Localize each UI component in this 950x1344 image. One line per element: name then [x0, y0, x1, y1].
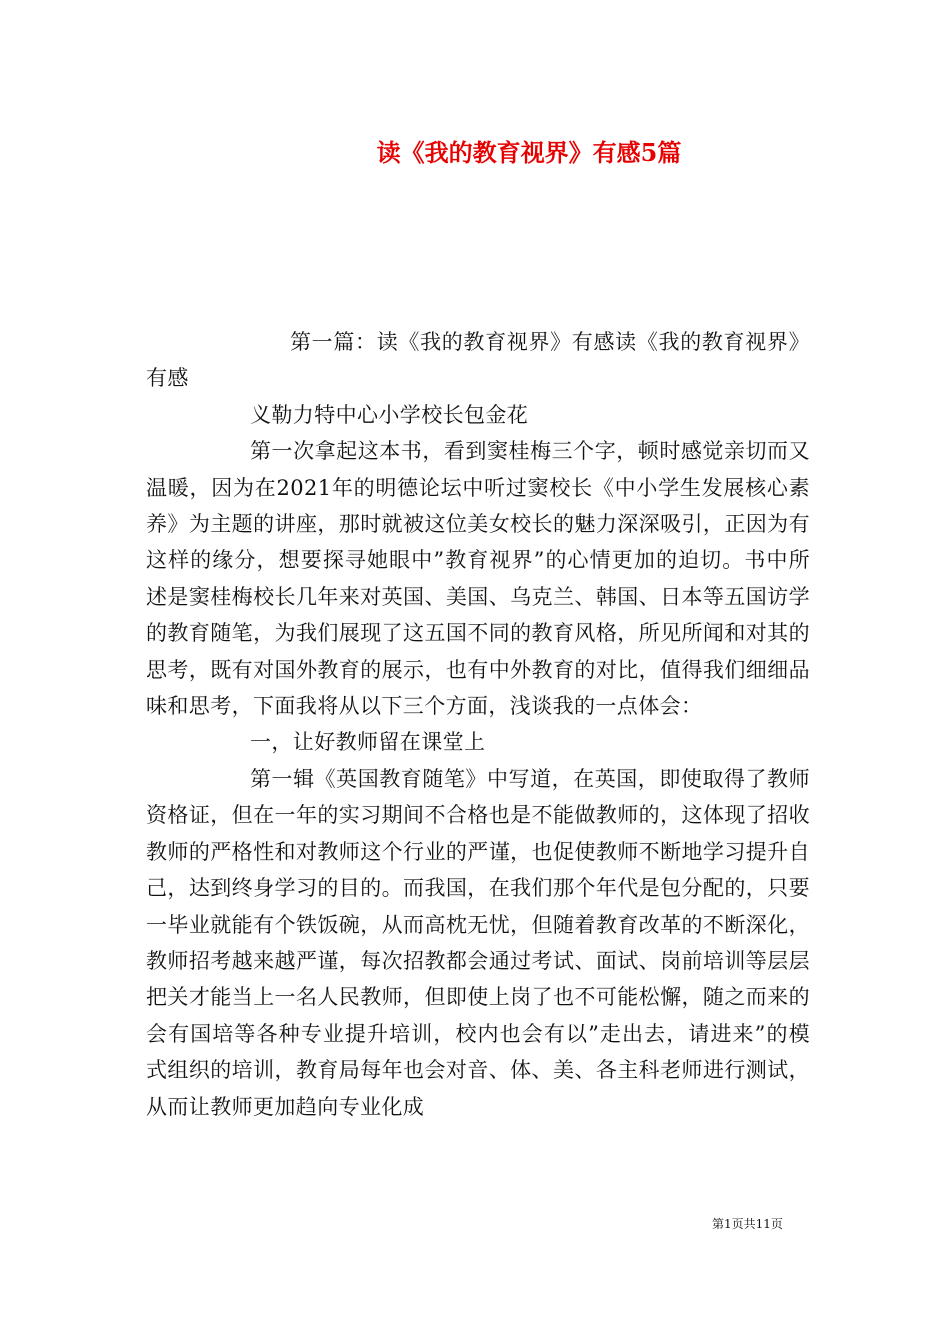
paragraph: 第一辑《英国教育随笔》中写道，在英国，即使取得了教师资格证，但在一年的实习期间不合格也是不能做教师的，这体现了招收教师的严格性和对教师这个行业的严谨，也促使教师不断地学习提升自己，达到终身学习的目的。而我国，在我们那个年代是包分配的，只要一毕业就能有个铁饭碗，从而高枕无忧，但随着教育改革的不断深化，教师招考越来越严谨，每次招教都会通过考试、面试、岗前培训等层层把关才能当上一名人民教师，但即使上岗了也不可能松懈，随之而来的会有国培等各种专业提升培训，校内也会有以”走出去，请进来”的模式组织的培训，教育局每年也会对音、体、美、各主科老师进行测试，从而让教师更加趋向专业化成 — [146, 766, 810, 1119]
author-line: 义勒力特中心小学校长包金花 — [250, 402, 529, 427]
page-number: 第1页共11页 — [712, 1217, 783, 1231]
document-body — [146, 324, 810, 1125]
chapter-heading: 第一篇：读《我的教育视界》有感读《我的教育视界》有感 — [146, 330, 810, 391]
document-title: 读《我的教育视界》有感5篇 — [376, 138, 682, 167]
section-heading: 一，让好教师留在课堂上 — [250, 730, 486, 755]
paragraph: 第一次拿起这本书，看到窦桂梅三个字，顿时感觉亲切而又温暖，因为在2021年的明德论坛中听过窦校长《中小学生发展核心素养》为主题的讲座，那时就被这位美女校长的魅力深深吸引，正因为有这样的缘分，想要探寻她眼中”教育视界”的心情更加的迫切。书中所述是窦桂梅校长几年来对英国、美国、乌克兰、韩国、日本等五国访学的教育随笔，为我们展现了这五国不同的教育风格，所见所闻和对其的思考，既有对国外教育的展示，也有中外教育的对比，值得我们细细品味和思考，下面我将从以下三个方面，浅谈我的一点体会： — [146, 439, 810, 719]
